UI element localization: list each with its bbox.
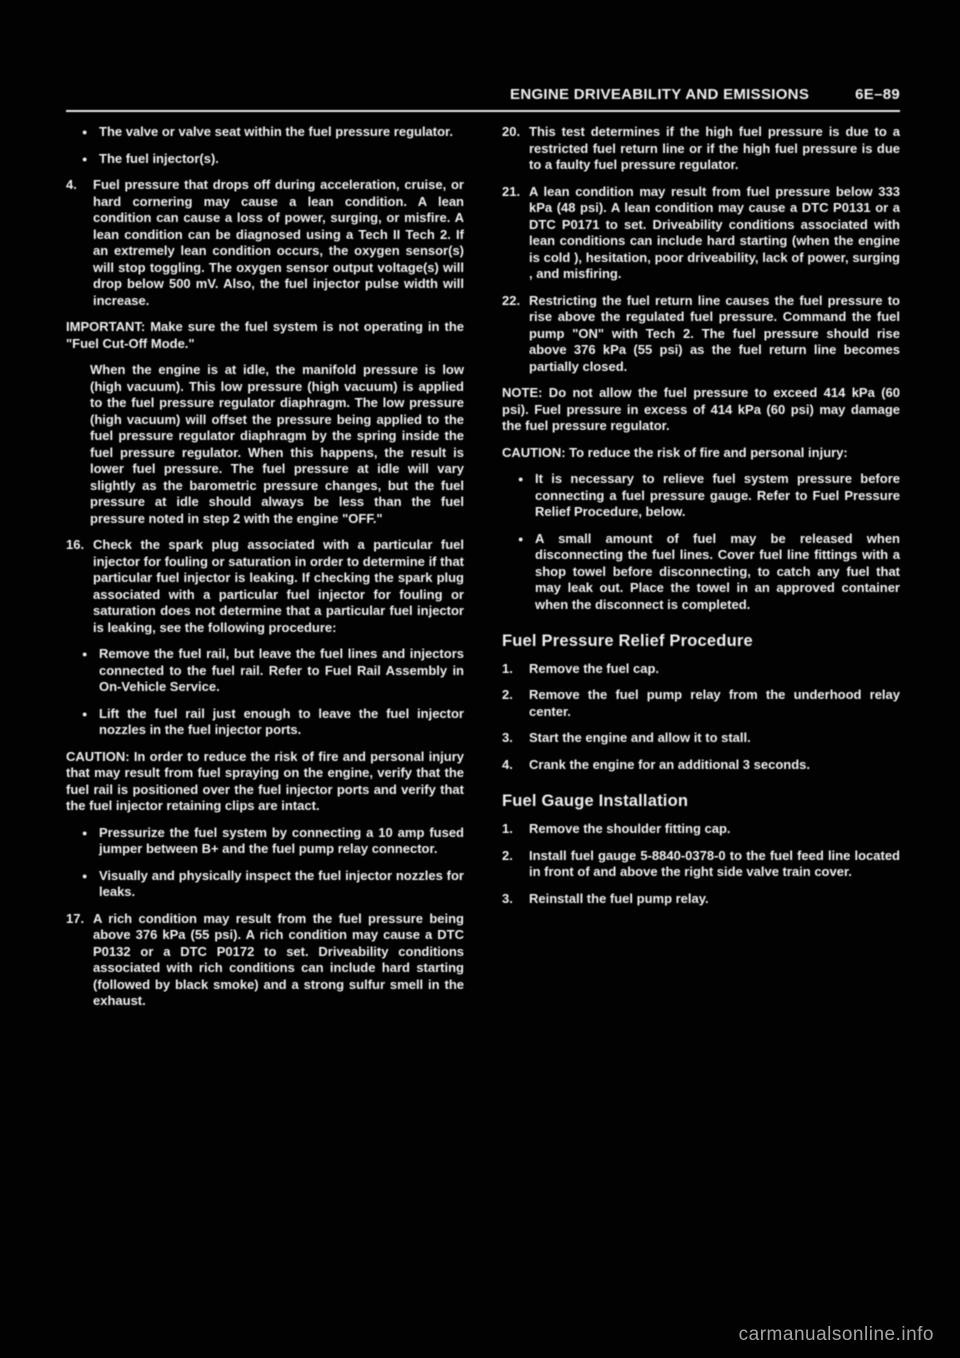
- bullet-icon: ●: [82, 827, 88, 838]
- paragraph: NOTE: Do not allow the fuel pressure to exceed 414 kPa (60 psi). Fuel pressure in excess of 414 kPa (60 psi) may damage the fuel pressure regulator.: [502, 385, 900, 433]
- numbered-item: [502, 757, 900, 774]
- bullet-text: Visually and physically inspect the fuel injector nozzles for leaks.: [99, 867, 464, 899]
- bullet-text: The fuel injector(s).: [99, 150, 219, 166]
- item-number: 2.: [502, 847, 513, 863]
- item-number: 3.: [502, 730, 513, 746]
- bullet-item: [502, 531, 900, 614]
- item-text: Check the spark plug associated with a particular fuel injector for fouling or saturation in order to determine if that particular fuel injector is leaking. If checking the spark plug associated with a particular fuel injector for fouling or saturation does not determine that a particular fuel injector is leaking, see the following procedure:: [93, 537, 464, 635]
- item-number: 2.: [502, 687, 513, 703]
- section-heading: Fuel Pressure Relief Procedure: [502, 632, 753, 650]
- bullet-item: [502, 471, 900, 521]
- item-text: Install fuel gauge 5-8840-0378-0 to the fuel feed line located in front of and above the right side valve train cover.: [529, 847, 900, 880]
- bullet-item: [66, 124, 464, 141]
- page-header: [66, 86, 900, 103]
- bullet-text: Remove the fuel rail, but leave the fuel lines and injectors connected to the fuel rail. Refer to Fuel Rail Assembly in On-Vehicle Service.: [99, 646, 464, 694]
- bullet-item: [66, 646, 464, 696]
- bullet-icon: ●: [518, 533, 524, 544]
- paragraph: CAUTION: To reduce the risk of fire and personal injury:: [502, 444, 848, 460]
- item-number: 21.: [502, 183, 521, 199]
- bullet-item: [66, 706, 464, 739]
- text-columns: [66, 124, 900, 1020]
- bullet-text: It is necessary to relieve fuel system pressure before connecting a fuel pressure gauge. Refer to Fuel Pressure Relief Procedure, below.: [535, 471, 900, 519]
- item-text: Remove the shoulder fitting cap.: [529, 821, 731, 837]
- bullet-text: A small amount of fuel may be released when disconnecting the fuel lines. Cover fuel line fittings with a shop towel before disconnecting, to catch any fuel that may leak out. Place the towel in an approved container when the disconnect is completed.: [535, 530, 900, 612]
- item-text: Start the engine and allow it to stall.: [529, 730, 751, 746]
- item-number: 3.: [502, 890, 513, 906]
- numbered-item: [502, 687, 900, 720]
- bullet-text: Lift the fuel rail just enough to leave the fuel injector nozzles in the fuel injector ports.: [99, 705, 464, 737]
- paragraph: IMPORTANT: Make sure the fuel system is not operating in the "Fuel Cut-Off Mode.": [66, 319, 464, 351]
- page-number: 6E–89: [855, 86, 900, 103]
- numbered-item: [502, 184, 900, 283]
- item-text: Remove the fuel cap.: [529, 660, 660, 676]
- watermark: carmanualsonline.info: [738, 1324, 934, 1345]
- numbered-item: [502, 821, 900, 838]
- bullet-icon: ●: [82, 870, 88, 881]
- header-title: ENGINE DRIVEABILITY AND EMISSIONS: [510, 86, 810, 103]
- bullet-item: [66, 868, 464, 901]
- item-text: A rich condition may result from the fuel pressure being above 376 kPa (55 psi). A rich condition may cause a DTC P0132 or a DTC P0172 to set. Driveability conditions associated with rich conditions can include hard starting (followed by black smoke) and a strong sulfur smell in the exhaust.: [93, 910, 464, 1008]
- bullet-icon: ●: [82, 708, 88, 719]
- bullet-item: [66, 825, 464, 858]
- left-column: [66, 124, 464, 1020]
- numbered-item: [502, 730, 900, 747]
- item-number: 4.: [502, 756, 513, 772]
- bullet-text: The valve or valve seat within the fuel pressure regulator.: [99, 124, 454, 139]
- item-number: 22.: [502, 292, 521, 308]
- numbered-item: [502, 293, 900, 376]
- bullet-icon: ●: [82, 153, 88, 164]
- item-number: 1.: [502, 660, 513, 676]
- item-number: 1.: [502, 821, 513, 837]
- item-number: 16.: [66, 537, 85, 552]
- item-text: Crank the engine for an additional 3 seconds.: [529, 756, 810, 772]
- header-rule: [66, 110, 900, 112]
- bullet-text: Pressurize the fuel system by connecting a 10 amp fused jumper between B+ and the fuel pump relay connector.: [99, 824, 464, 856]
- numbered-item: [502, 124, 900, 174]
- paragraph: CAUTION: In order to reduce the risk of fire and personal injury that may result from fuel spraying on the engine, verify that the fuel rail is positioned over the fuel injector ports and verify that the fuel injector retaining clips are intact.: [66, 748, 464, 813]
- numbered-item: [66, 537, 464, 636]
- bullet-item: [66, 151, 464, 168]
- bullet-icon: ●: [518, 474, 524, 484]
- section-heading: Fuel Gauge Installation: [502, 792, 689, 811]
- right-column: [502, 124, 900, 1020]
- numbered-item: [502, 891, 900, 908]
- item-text: Remove the fuel pump relay from the underhood relay center.: [529, 687, 900, 719]
- item-number: 20.: [502, 124, 521, 139]
- bullet-icon: ●: [82, 649, 88, 659]
- item-text: Restricting the fuel return line causes the fuel pressure to rise above the regulated fuel pressure. Command the fuel pump "ON" with Tech 2. The fuel pressure should rise above 376 kPa (55 psi) as the fuel return line becomes partially closed.: [529, 292, 900, 374]
- item-number: 17.: [66, 910, 85, 926]
- numbered-item: [66, 911, 464, 1010]
- item-text: Fuel pressure that drops off during acceleration, cruise, or hard cornering may cause a lean condition. A lean condition can cause a loss of power, surging, or misfire. A lean condition can be diagnosed using a Tech II Tech 2. If an extremely lean condition occurs, the oxygen sensor(s) will stop toggling. The oxygen sensor output voltage(s) will drop below 500 mV. Also, the fuel injector pulse width will increase.: [93, 177, 464, 308]
- item-text: Reinstall the fuel pump relay.: [529, 890, 709, 906]
- numbered-item: [502, 848, 900, 881]
- paragraph: When the engine is at idle, the manifold pressure is low (high vacuum). This low pressure (high vacuum) is applied to the fuel pressure regulator diaphragm. The low pressure (high vacuum) will offset the pressure being applied to the fuel pressure regulator diaphragm by the spring inside the fuel pressure regulator. When this happens, the result is lower fuel pressure. The fuel pressure at idle will vary slightly as the barometric pressure changes, but the fuel pressure at idle should always be less than the fuel pressure noted in step 2 with the engine "OFF.": [90, 362, 464, 526]
- item-text: A lean condition may result from fuel pressure below 333 kPa (48 psi). A lean condition may cause a DTC P0131 or a DTC P0171 to set. Driveability conditions associated with lean conditions can include hard starting (when the engine is cold ), hesitation, poor driveability, lack of power, surging , and misfiring.: [529, 183, 900, 281]
- bullet-icon: ●: [82, 127, 88, 137]
- item-text: This test determines if the high fuel pressure is due to a restricted fuel return line or if the high fuel pressure is due to a faulty fuel pressure regulator.: [529, 124, 900, 172]
- item-number: 4.: [66, 177, 77, 192]
- numbered-item: [502, 661, 900, 678]
- numbered-item: [66, 177, 464, 309]
